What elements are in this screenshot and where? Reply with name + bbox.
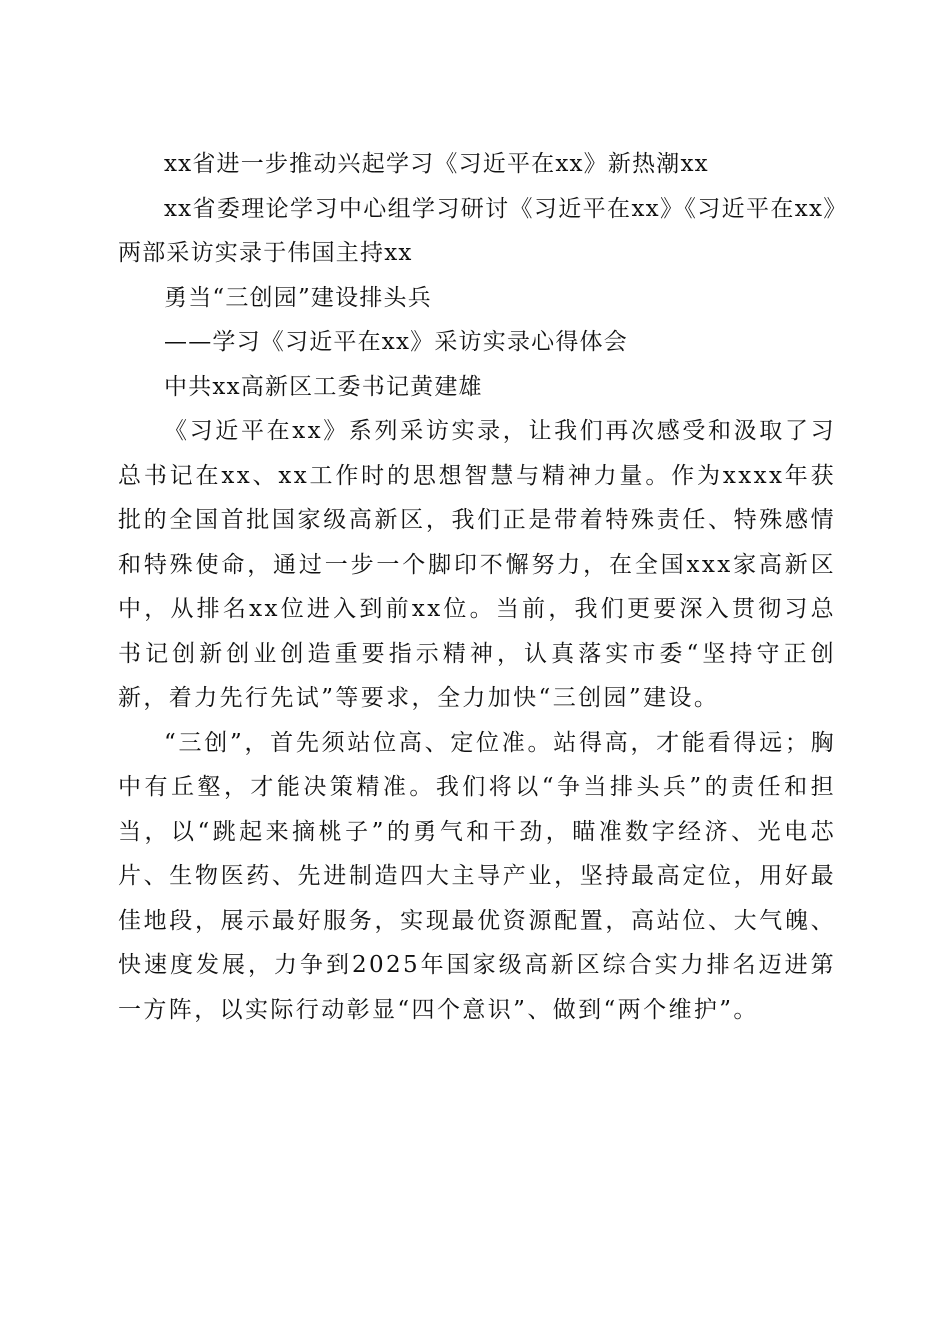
- article-author: 中共xx高新区工委书记黄建雄: [164, 373, 483, 400]
- news-headline-1: xx省进一步推动兴起学习《习近平在xx》新热潮xx: [164, 151, 709, 177]
- news-headline-2: xx省委理论学习中心组学习研讨《习近平在xx》《习近平在xx》两部采访实录于伟国主持xx: [118, 195, 836, 266]
- document-content: [118, 142, 836, 1032]
- article-subtitle: ——学习《习近平在xx》采访实录心得体会: [164, 329, 628, 355]
- article-title: 勇当“三创园”建设排头兵: [164, 284, 432, 311]
- body-paragraph-2: “三创”，首先须站位高、定位准。站得高，才能看得远；胸中有丘壑，才能决策精准。我们将以“争当排头兵”的责任和担当，以“跳起来摘桃子”的勇气和干劲，瞄准数字经济、光电芯片、生物医药、先进制造四大主导产业，坚持最高定位，用好最佳地段，展示最好服务，实现最优资源配置，高站位、大气魄、快速度发展，力争到2025年国家级高新区综合实力排名迈进第一方阵，以实际行动彰显“四个意识”、做到“两个维护”。: [118, 729, 836, 1023]
- body-paragraph-1: 《习近平在xx》系列采访实录，让我们再次感受和汲取了习总书记在xx、xx工作时的思想智慧与精神力量。作为xxxx年获批的全国首批国家级高新区，我们正是带着特殊责任、特殊感情和特殊使命，通过一步一个脚印不懈努力，在全国xxx家高新区中，从排名xx位进入到前xx位。当前，我们更要深入贯彻习总书记创新创业创造重要指示精神，认真落实市委“坚持守正创新，着力先行先试”等要求，全力加快“三创园”建设。: [118, 418, 836, 711]
